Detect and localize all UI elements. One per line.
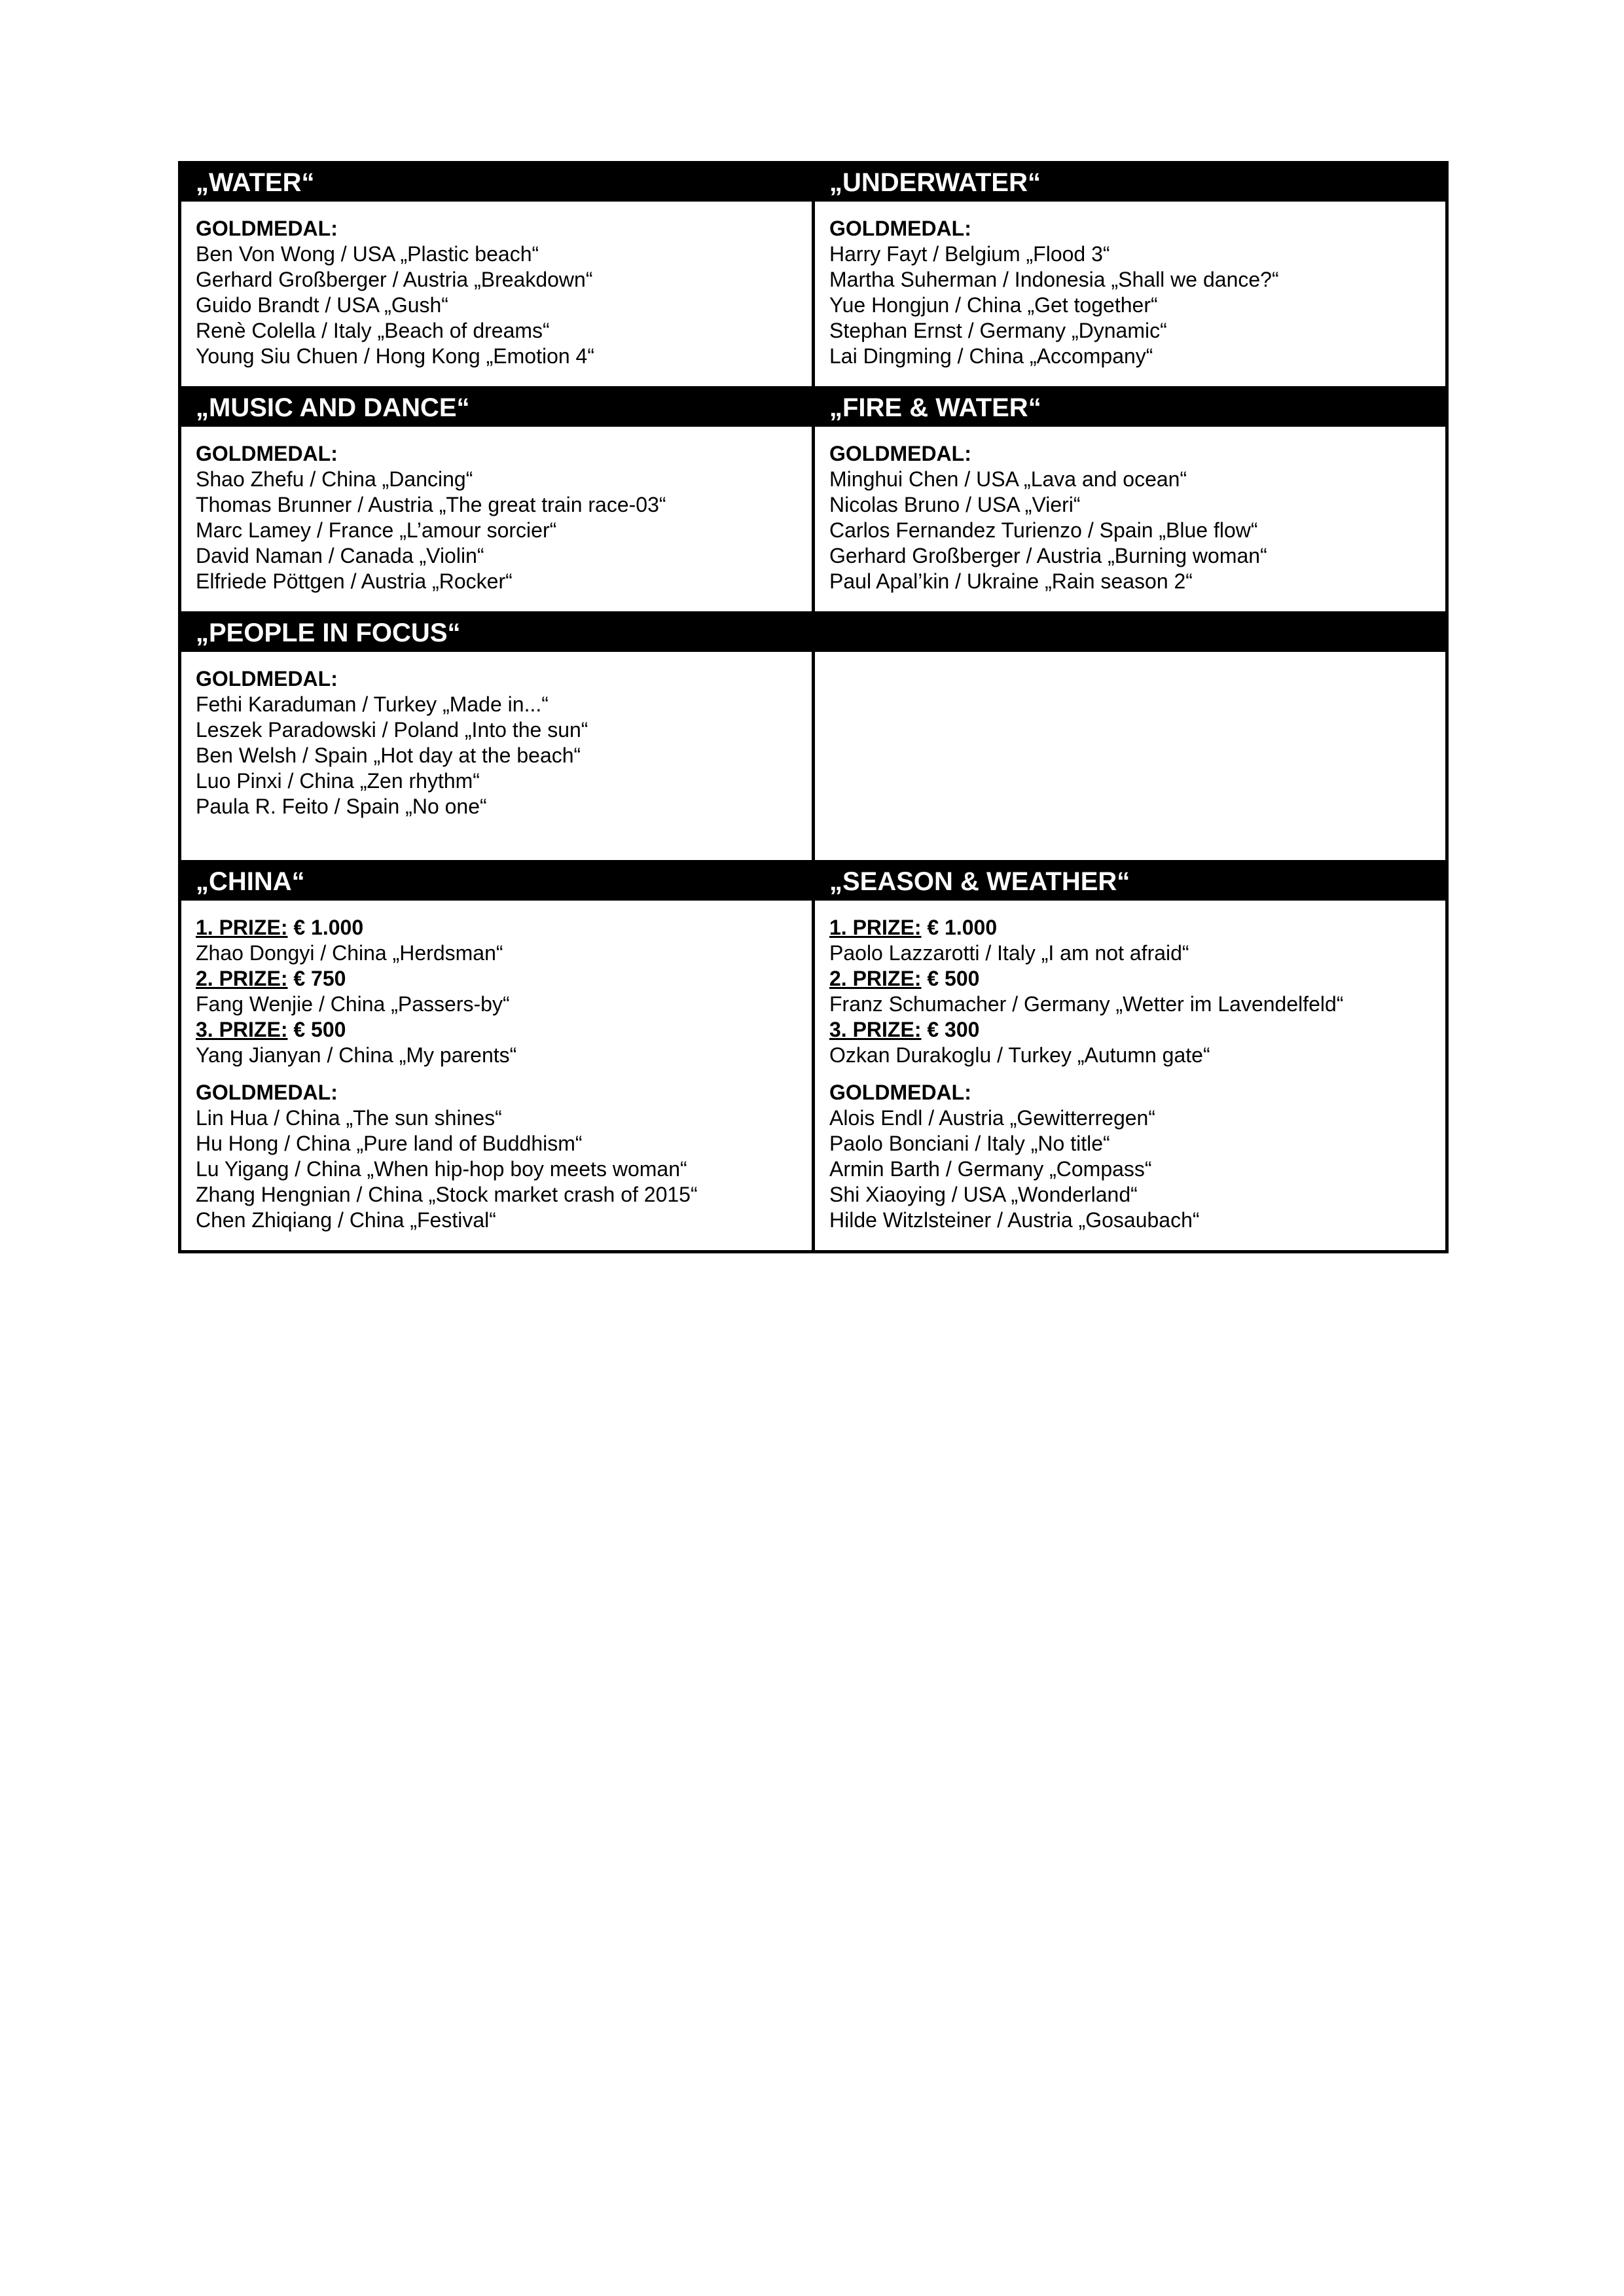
prize-winner: Zhao Dongyi / China „Herdsman“ [196,941,503,965]
prize-heading [196,1017,797,1043]
category-cell-people-focus [180,651,814,862]
goldmedal-label: GOLDMEDAL: [196,1081,338,1104]
winner-line: Marc Lamey / France „L’amour sorcier“ [196,518,557,542]
winner-line: Gerhard Großberger / Austria „Burning woman“ [829,544,1267,567]
category-cell-fire-water [814,425,1447,613]
prize-amount: € 500 [921,967,980,990]
prize-heading [829,1017,1431,1043]
category-title-people-focus: „PEOPLE IN FOCUS“ [180,613,814,651]
prize-heading [829,966,1431,992]
winner-line: Martha Suherman / Indonesia „Shall we dance?“ [829,268,1279,291]
winner-line: Ben Von Wong / USA „Plastic beach“ [196,242,539,266]
winner-line: Carlos Fernandez Turienzo / Spain „Blue flow“ [829,518,1258,542]
winner-line: David Naman / Canada „Violin“ [196,544,484,567]
prize-label: 2. PRIZE: [829,967,922,990]
prize-heading [829,915,1431,941]
prize-label: 1. PRIZE: [829,916,922,939]
spacer [829,1068,1431,1080]
header-row [180,388,1447,425]
prize-amount: € 1.000 [287,916,364,939]
body-row [180,899,1447,1252]
winner-line: Fethi Karaduman / Turkey „Made in...“ [196,692,549,716]
header-row [180,613,1447,651]
winner-line: Nicolas Bruno / USA „Vieri“ [829,493,1081,516]
winner-line: Hilde Witzlsteiner / Austria „Gosaubach“ [829,1208,1200,1232]
category-title-underwater: „UNDERWATER“ [814,163,1447,200]
prize-winner: Ozkan Durakoglu / Turkey „Autumn gate“ [829,1043,1210,1067]
winner-line: Armin Barth / Germany „Compass“ [829,1157,1152,1181]
prize-amount: € 500 [287,1018,346,1041]
winner-line: Lai Dingming / China „Accompany“ [829,344,1153,368]
category-title-china: „CHINA“ [180,862,814,899]
winner-line: Lin Hua / China „The sun shines“ [196,1106,502,1130]
winner-line: Renè Colella / Italy „Beach of dreams“ [196,319,550,342]
prize-winner: Paolo Lazzarotti / Italy „I am not afraid“ [829,941,1189,965]
prize-amount: € 300 [921,1018,980,1041]
winner-line: Chen Zhiqiang / China „Festival“ [196,1208,496,1232]
prize-label: 3. PRIZE: [829,1018,922,1041]
winner-line: Yue Hongjun / China „Get together“ [829,293,1158,317]
body-row [180,425,1447,613]
winner-line: Hu Hong / China „Pure land of Buddhism“ [196,1132,583,1155]
body-row [180,651,1447,862]
winner-line: Paula R. Feito / Spain „No one“ [196,795,487,818]
empty-body-cell [814,651,1447,862]
spacer [196,1068,797,1080]
header-row [180,862,1447,899]
category-cell-season-weather [814,899,1447,1252]
category-cell-china [180,899,814,1252]
goldmedal-label: GOLDMEDAL: [829,1081,971,1104]
prize-amount: € 1.000 [921,916,998,939]
category-title-music-dance: „MUSIC AND DANCE“ [180,388,814,425]
winner-line: Young Siu Chuen / Hong Kong „Emotion 4“ [196,344,594,368]
winner-line: Shi Xiaoying / USA „Wonderland“ [829,1183,1138,1206]
prize-label: 1. PRIZE: [196,916,288,939]
winner-line: Alois Endl / Austria „Gewitterregen“ [829,1106,1155,1130]
results-table [178,161,1449,1253]
goldmedal-label: GOLDMEDAL: [196,442,338,465]
winner-line: Shao Zhefu / China „Dancing“ [196,467,473,491]
prize-label: 3. PRIZE: [196,1018,288,1041]
goldmedal-label: GOLDMEDAL: [196,217,338,240]
results-sheet [178,161,1449,1253]
body-row [180,200,1447,388]
winner-line: Zhang Hengnian / China „Stock market crash of 2015“ [196,1183,698,1206]
winner-line: Lu Yigang / China „When hip-hop boy meets woman“ [196,1157,687,1181]
prize-heading [196,966,797,992]
winner-line: Ben Welsh / Spain „Hot day at the beach“ [196,744,581,767]
winner-line: Stephan Ernst / Germany „Dynamic“ [829,319,1167,342]
winner-line: Luo Pinxi / China „Zen rhythm“ [196,769,480,793]
category-cell-water [180,200,814,388]
prize-winner: Yang Jianyan / China „My parents“ [196,1043,517,1067]
category-title-water: „WATER“ [180,163,814,200]
winner-line: Gerhard Großberger / Austria „Breakdown“ [196,268,593,291]
winner-line: Guido Brandt / USA „Gush“ [196,293,448,317]
category-cell-underwater [814,200,1447,388]
category-title-season-weather: „SEASON & WEATHER“ [814,862,1447,899]
winner-line: Minghui Chen / USA „Lava and ocean“ [829,467,1187,491]
winner-line: Elfriede Pöttgen / Austria „Rocker“ [196,569,513,593]
empty-header-cell [814,613,1447,651]
goldmedal-label: GOLDMEDAL: [829,217,971,240]
category-title-fire-water: „FIRE & WATER“ [814,388,1447,425]
winner-line: Paolo Bonciani / Italy „No title“ [829,1132,1110,1155]
winner-line: Paul Apal’kin / Ukraine „Rain season 2“ [829,569,1193,593]
category-cell-music-dance [180,425,814,613]
winner-line: Leszek Paradowski / Poland „Into the sun“ [196,718,588,742]
winner-line: Thomas Brunner / Austria „The great train race-03“ [196,493,666,516]
prize-heading [196,915,797,941]
header-row [180,163,1447,200]
goldmedal-label: GOLDMEDAL: [196,667,338,691]
prize-label: 2. PRIZE: [196,967,288,990]
goldmedal-label: GOLDMEDAL: [829,442,971,465]
prize-amount: € 750 [287,967,346,990]
winner-line: Harry Fayt / Belgium „Flood 3“ [829,242,1110,266]
prize-winner: Franz Schumacher / Germany „Wetter im Lavendelfeld“ [829,992,1344,1016]
prize-winner: Fang Wenjie / China „Passers-by“ [196,992,510,1016]
